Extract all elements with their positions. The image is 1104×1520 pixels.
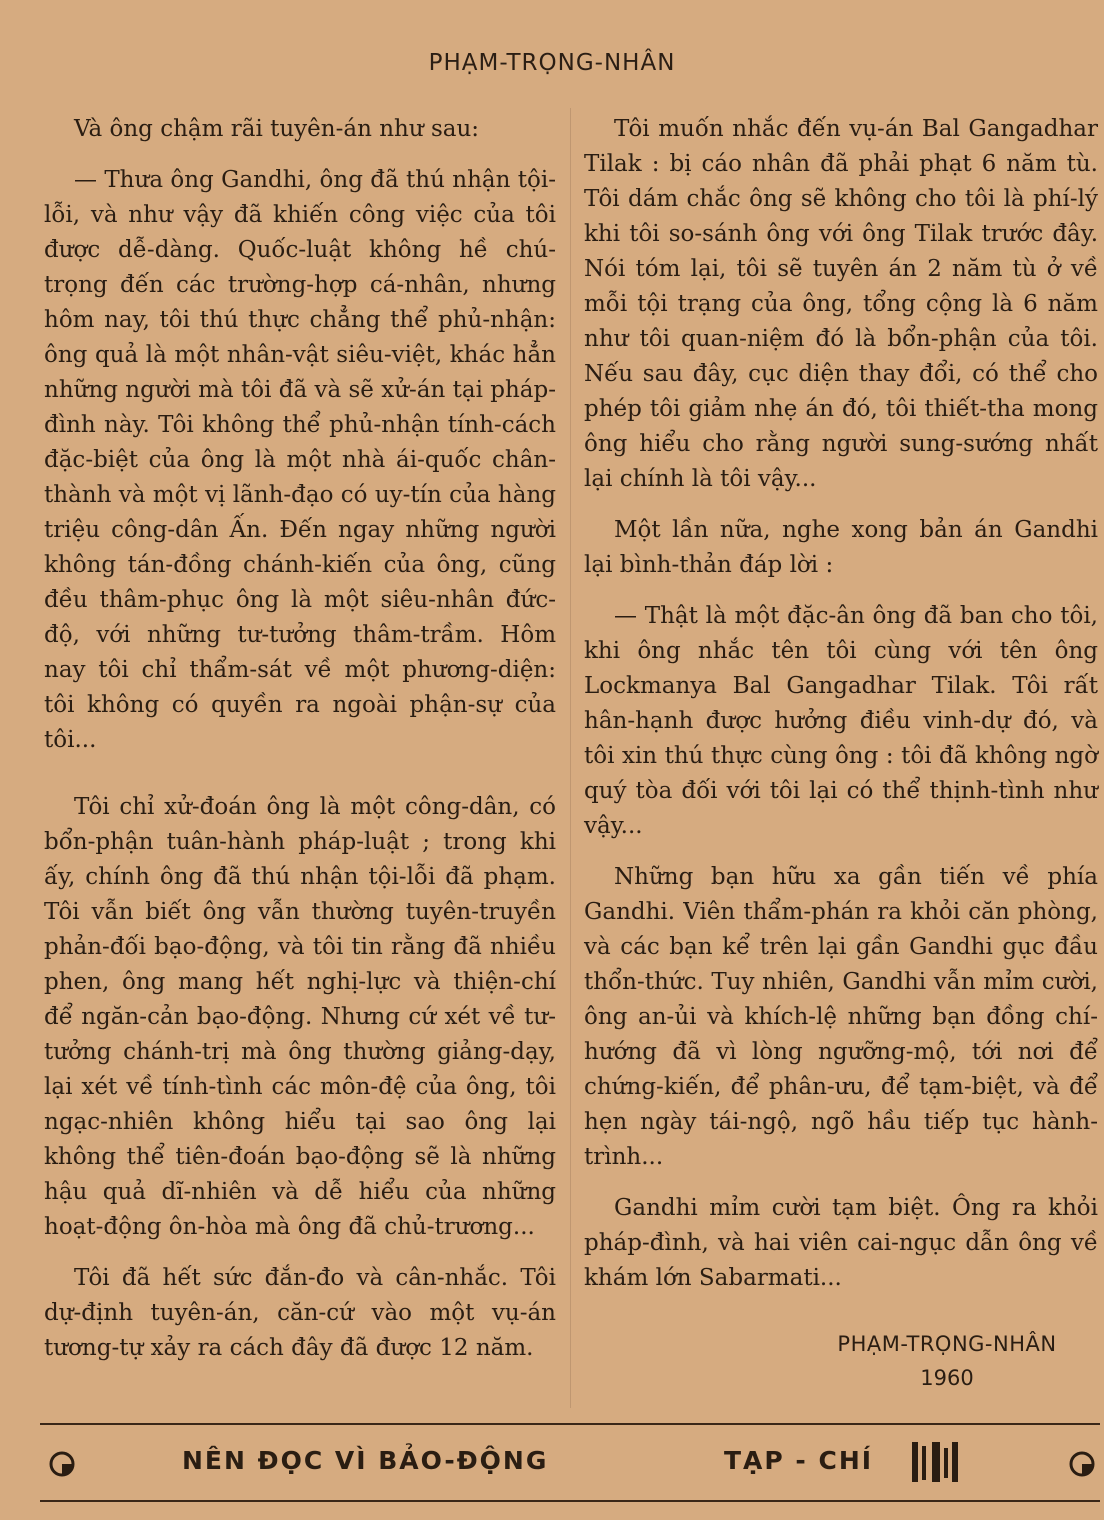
footer-banner bbox=[44, 1440, 1100, 1484]
column-divider bbox=[570, 108, 571, 1408]
footer-rule-top bbox=[40, 1423, 1100, 1425]
magazine-logo-mark bbox=[910, 1440, 962, 1484]
paragraph: — Thưa ông Gandhi, ông đã thú nhận tội-lỗi, và như vậy đã khiến công việc của tôi được dễ-dàng. Quốc-luật không hề chú-trọng đến các trường-hợp cá-nhân, nhưng hôm nay, tôi thú thực chẳng thể phủ-nhận: ông quả là một nhân-vật siêu-việt, khác hẳn những người mà tôi đã và sẽ xử-án tại pháp-đình này. Tôi không thể phủ-nhận tính-cách đặc-biệt của ông là một nhà ái-quốc chân-thành và một vị lãnh-đạo có uy-tín của hàng triệu công-dân Ấn. Đến ngay những người không tán-đồng chánh-kiến của ông, cũng đều thâm-phục ông là một siêu-nhân đức-độ, với những tư-tưởng thâm-trầm. Hôm nay tôi chỉ thẩm-sát về một phương-diện: tôi không có quyền ra ngoài phận-sự của tôi... bbox=[44, 167, 556, 753]
footer-text-right: TẠP - CHÍ bbox=[724, 1446, 874, 1475]
footer-rule-bottom bbox=[40, 1500, 1100, 1502]
paragraph: Tôi chỉ xử-đoán ông là một công-dân, có bổn-phận tuân-hành pháp-luật ; trong khi ấy, chính ông đã thú nhận tội-lỗi đã phạm. Tôi vẫn biết ông vẫn thường tuyên-truyền phản-đối bạo-động, và tôi tin rằng đã nhiều phen, ông mang hết nghị-lực và thiện-chí để ngăn-cản bạo-động. Nhưng cứ xét về tư-tưởng chánh-trị mà ông thường giảng-dạy, lại xét về tính-tình các môn-đệ của ông, tôi ngạc-nhiên không hiểu tại sao ông lại không thể tiên-đoán bạo-động sẽ là những hậu quả dĩ-nhiên và dễ hiểu của những hoạt-động ôn-hòa mà ông đã chủ-trương... bbox=[44, 794, 556, 1240]
page-header-author: PHẠM-TRỌNG-NHÂN bbox=[428, 50, 676, 76]
left-column bbox=[44, 112, 556, 1366]
paragraph: — Thật là một đặc-ân ông đã ban cho tôi, khi ông nhắc tên tôi cùng với tên ông Lockmanya Bal Gangadhar Tilak. Tôi rất hân-hạnh được hưởng điều vinh-dự đó, và tôi xin thú thực cùng ông : tôi đã không ngờ quý tòa đối với tôi lại có thể thịnh-tình như vậy... bbox=[584, 603, 1098, 839]
globe-icon bbox=[1068, 1450, 1096, 1478]
paragraph: Và ông chậm rãi tuyên-án như sau: bbox=[74, 116, 480, 142]
paragraph: Tôi đã hết sức đắn-đo và cân-nhắc. Tôi dự-định tuyên-án, căn-cứ vào một vụ-án tương-tự xảy ra cách đây đã được 12 năm. bbox=[44, 1265, 556, 1361]
footer-text-left: NÊN ĐỌC VÌ BẢO-ĐỘNG bbox=[182, 1446, 549, 1475]
paragraph: Gandhi mỉm cười tạm biệt. Ông ra khỏi pháp-đình, và hai viên cai-ngục dẫn ông về khám lớn Sabarmati... bbox=[584, 1195, 1098, 1291]
paragraph: Những bạn hữu xa gần tiến về phía Gandhi. Viên thẩm-phán ra khỏi căn phòng, và các bạn kể trên lại gần Gandhi gục đầu thổn-thức. Tuy nhiên, Gandhi vẫn mỉm cười, ông an-ủi và khích-lệ những bạn đồng chí-hướng đã vì lòng ngưỡng-mộ, tới nơi để chứng-kiến, để phân-ưu, để tạm-biệt, và để hẹn ngày tái-ngộ, ngõ hầu tiếp tục hành-trình... bbox=[584, 864, 1098, 1170]
globe-icon bbox=[48, 1450, 76, 1478]
right-column bbox=[584, 112, 1098, 1296]
paragraph: Tôi muốn nhắc đến vụ-án Bal Gangadhar Tilak : bị cáo nhân đã phải phạt 6 năm tù. Tôi dám chắc ông sẽ không cho tôi là phí-lý khi tôi so-sánh ông với ông Tilak trước đây. Nói tóm lại, tôi sẽ tuyên án 2 năm tù ở về mỗi tội trạng của ông, tổng cộng là 6 năm như tôi quan-niệm đó là bổn-phận của tôi. Nếu sau đây, cục diện thay đổi, có thể cho phép tôi giảm nhẹ án đó, tôi thiết-tha mong ông hiểu cho rằng người sung-sướng nhất lại chính là tôi vậy... bbox=[584, 116, 1098, 492]
signature-year: 1960 bbox=[920, 1366, 974, 1390]
signature-name: PHẠM-TRỌNG-NHÂN bbox=[837, 1332, 1057, 1356]
paragraph: Một lần nữa, nghe xong bản án Gandhi lại bình-thản đáp lời : bbox=[584, 517, 1098, 578]
